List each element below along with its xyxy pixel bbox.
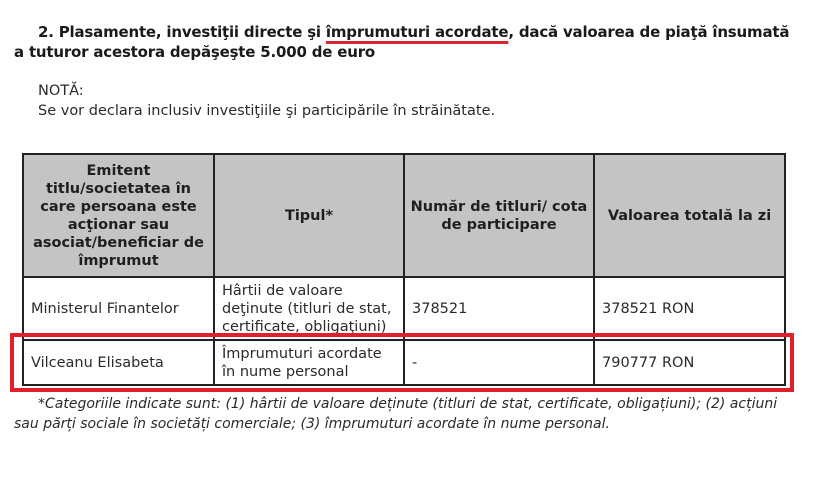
cell-emitent: Ministerul Finantelor — [23, 277, 214, 340]
cell-emitent: Vilceanu Elisabeta — [23, 340, 214, 385]
cell-numar: - — [404, 340, 594, 385]
cell-valoare: 378521 RON — [594, 277, 785, 340]
cell-tipul: Împrumuturi acordate în nume personal — [214, 340, 404, 385]
note-block — [38, 81, 495, 121]
header-emitent: Emitent titlu/societatea în care persoana este acţionar sau asociat/beneficiar de împrumut — [23, 154, 214, 277]
section-heading — [14, 22, 804, 62]
highlight-box — [10, 333, 794, 392]
cell-tipul: Hârtii de valoare deţinute (titluri de stat, certificate, obligaţiuni) — [214, 277, 404, 340]
footnote — [14, 394, 794, 434]
table-header-row — [23, 154, 785, 277]
note-label: NOTĂ: — [38, 83, 84, 99]
heading-text-start: 2. Plasamente, investiţii directe şi — [38, 23, 326, 41]
cell-valoare: 790777 RON — [594, 340, 785, 385]
footnote-text: *Categoriile indicate sunt: (1) hârtii de valoare deținute (titluri de stat, certificate, obligațiuni); (2) acțiuni sau părți sociale în societăți comerciale; (3) împrumuturi acordate în nume personal. — [14, 396, 778, 432]
header-valoare-totala: Valoarea totală la zi — [594, 154, 785, 277]
header-tipul: Tipul* — [214, 154, 404, 277]
header-numar-titluri: Număr de titluri/ cota de participare — [404, 154, 594, 277]
heading-highlighted-phrase: împrumuturi acordate — [325, 23, 509, 41]
note-text: Se vor declara inclusiv investiţiile şi participările în străinătate. — [38, 103, 496, 119]
table-row — [23, 277, 785, 340]
heading-text-end: , dacă valoarea de piaţă însumată a tuturor acestora depăşeşte 5.000 de euro — [14, 23, 790, 61]
cell-numar: 378521 — [404, 277, 594, 340]
